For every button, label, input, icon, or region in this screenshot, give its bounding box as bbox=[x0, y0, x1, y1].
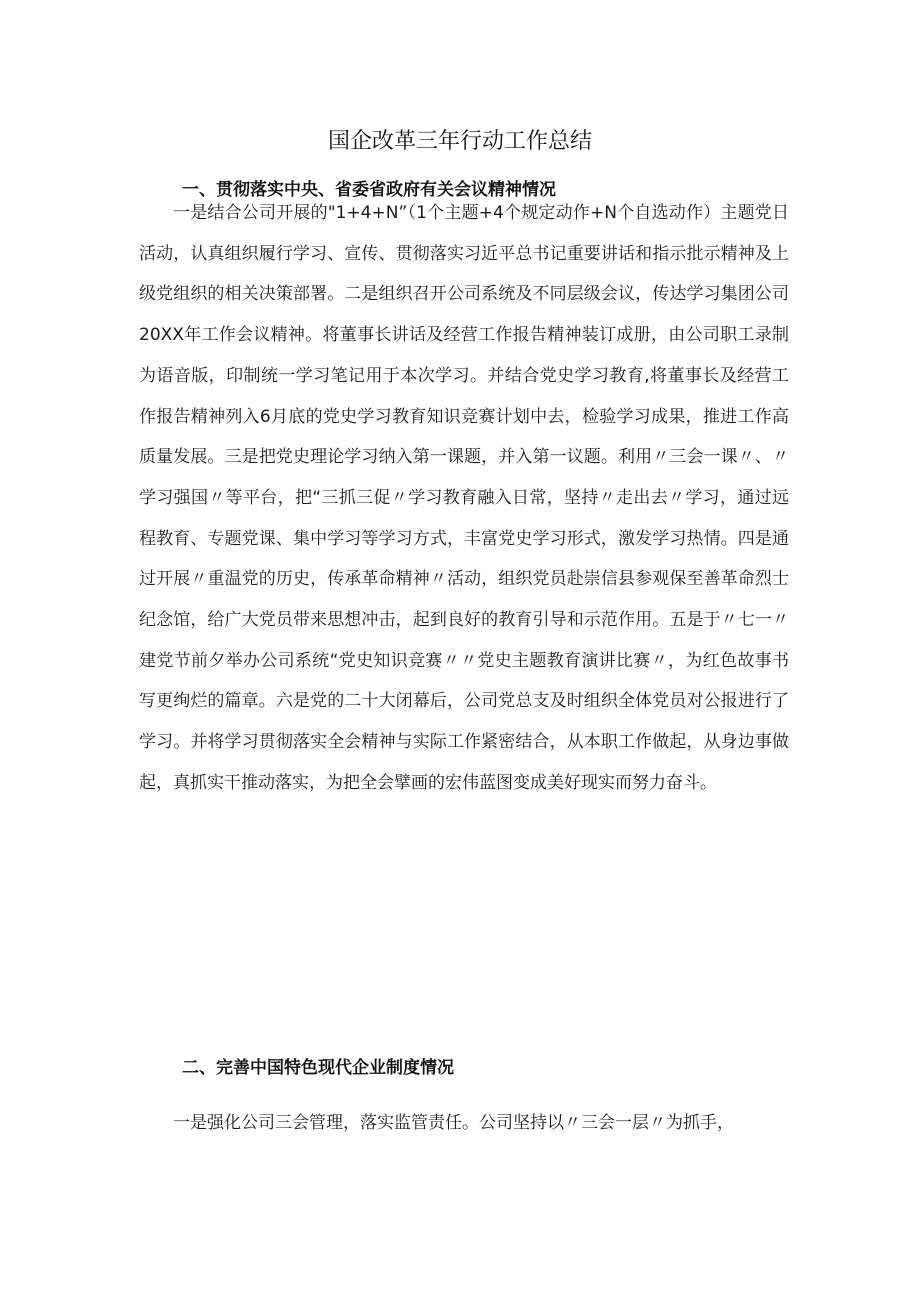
section-1-paragraph: 一是结合公司开展的"1+4+N”（1个主题+4个规定动作+N个自选动作）主题党日活动，认真组织履行学习、宣传、贯彻落实习近平总书记重要讲话和指示批示精神及上级党组织的相关决策部署。二是组织召开公司系统及不同层级会议，传达学习集团公司20XX年工作会议精神。将董事长讲话及经营工作报告精神装订成册，由公司职工录制为语音版，印制统一学习笔记用于本次学习。并结合党史学习教育,将董事长及经营工作报告精神列入6月底的党史学习教育知识竞赛计划中去，检验学习成果，推进工作高质量发展。三是把党史理论学习纳入第一课题，并入第一议题。利用〃三会一课〃、〃学习强国〃等平台，把“三抓三促〃学习教育融入日常，坚持〃走出去〃学习，通过远程教育、专题党课、集中学习等学习方式，丰富党史学习形式，激发学习热情。四是通过开展〃重温党的历史，传承革命精神〃活动，组织党员赴崇信县参观保至善革命烈士纪念馆，给广大党员带来思想冲击，起到良好的教育引导和示范作用。五是于〃七一〃建党节前夕举办公司系统“党史知识竞赛〃〃党史主题教育演讲比赛〃，为红色故事书写更绚烂的篇章。六是党的二十大闭幕后，公司党总支及时组织全体党员对公报进行了学习。并将学习贯彻落实全会精神与实际工作紧密结合，从本职工作做起，从身边事做起，真抓实干推动落实，为把全会擘画的宏伟蓝图变成美好现实而努力奋斗。 bbox=[139, 203, 789, 793]
section-2-paragraph: 一是强化公司三会管理，落实监管责任。公司坚持以〃三会一层〃为抓手， bbox=[173, 1113, 734, 1133]
document-title: 国企改革三年行动工作总结 bbox=[327, 129, 592, 154]
section-1-heading: 一、贯彻落实中央、省委省政府有关会议精神情况 bbox=[182, 180, 556, 200]
section-2-heading: 二、完善中国特色现代企业制度情况 bbox=[182, 1058, 454, 1078]
